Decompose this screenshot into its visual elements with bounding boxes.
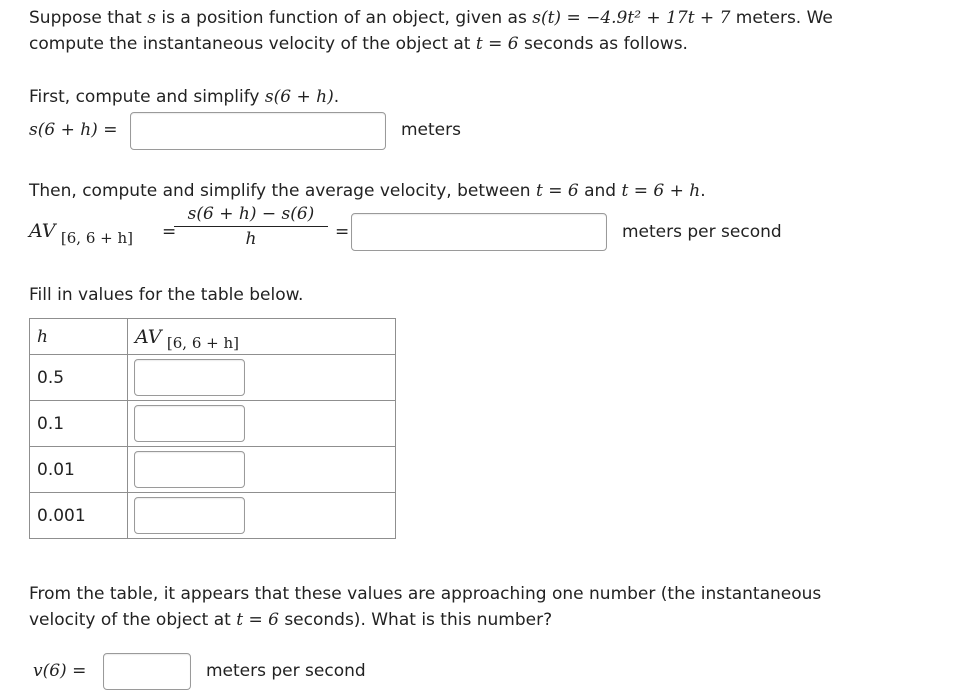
- av-cell: [128, 401, 396, 447]
- conclusion-line-1: From the table, it appears that these values are approaching one number (the instantaneous: [29, 584, 822, 604]
- h-value: 0.001: [37, 505, 86, 526]
- av-input-row-4[interactable]: [134, 497, 245, 534]
- conclusion-text: velocity of the object at: [29, 610, 237, 630]
- position-formula: s(t) = −4.9t² + 17t + 7: [532, 8, 731, 28]
- intro-line-1: [29, 5, 833, 31]
- difference-quotient: [174, 204, 328, 249]
- quotient-denominator: h: [245, 229, 257, 249]
- intro-line-2: [29, 31, 688, 57]
- h-cell: [30, 493, 128, 539]
- step1-prompt-end: .: [333, 87, 340, 107]
- table-row: [30, 447, 396, 493]
- step2-equals-2: =: [335, 222, 350, 242]
- table-row: [30, 493, 396, 539]
- v6-label: [33, 658, 86, 684]
- intro-text: meters. We: [730, 8, 833, 28]
- quotient-numerator: s(6 + h) − s(6): [174, 204, 328, 227]
- column-av-interval: [6, 6 + h]: [166, 333, 239, 352]
- h-cell: [30, 355, 128, 401]
- h-value: 0.5: [37, 367, 65, 388]
- values-table: [29, 318, 396, 539]
- intro-text: is a position function of an object, given as: [155, 8, 533, 28]
- conclusion-text: seconds). What is this number?: [278, 610, 553, 630]
- av-input-row-3[interactable]: [134, 451, 245, 488]
- intro-text: Suppose that: [29, 8, 148, 28]
- conclusion-line-2: [29, 607, 552, 633]
- step2-prompt-text: and: [578, 181, 622, 201]
- step2-math-t6h: t = 6 + h: [621, 181, 701, 201]
- step1-unit: meters: [401, 120, 461, 140]
- intro-time: t = 6: [475, 34, 519, 54]
- average-velocity-input[interactable]: [351, 213, 607, 251]
- step2-prompt: [29, 178, 706, 204]
- instantaneous-velocity-input[interactable]: [103, 653, 191, 690]
- table-row: [30, 401, 396, 447]
- step1-equals: =: [97, 120, 118, 140]
- column-h-label: h: [37, 326, 48, 347]
- h-cell: [30, 401, 128, 447]
- v6-math: v(6): [33, 661, 67, 681]
- conclusion-time: t = 6: [236, 610, 279, 630]
- intro-var-s: s: [147, 8, 156, 28]
- step1-prompt-text: First, compute and simplify: [29, 87, 265, 107]
- step2-math-t6: t = 6: [535, 181, 579, 201]
- v6-unit: meters per second: [206, 661, 366, 681]
- h-value: 0.01: [37, 459, 75, 480]
- table-header-row: [30, 319, 396, 355]
- table-prompt: Fill in values for the table below.: [29, 285, 304, 305]
- column-av-label: AV: [135, 325, 162, 348]
- table-row: [30, 355, 396, 401]
- step1-prompt-math: s(6 + h): [264, 87, 334, 107]
- av-cell: [128, 355, 396, 401]
- av-label: [29, 218, 133, 245]
- intro-text: seconds as follows.: [518, 34, 688, 54]
- h-cell: [30, 447, 128, 493]
- step2-equals-1: =: [162, 222, 177, 242]
- step1-label: [29, 117, 117, 143]
- av-symbol: AV: [29, 220, 56, 242]
- av-input-row-2[interactable]: [134, 405, 245, 442]
- intro-text: compute the instantaneous velocity of the object at: [29, 34, 476, 54]
- step2-prompt-end: .: [700, 181, 706, 201]
- av-cell: [128, 447, 396, 493]
- step1-prompt: [29, 84, 339, 110]
- step2-unit: meters per second: [622, 222, 782, 242]
- step2-prompt-text: Then, compute and simplify the average velocity, between: [29, 181, 536, 201]
- column-header-av: [128, 319, 396, 355]
- h-value: 0.1: [37, 413, 65, 434]
- av-cell: [128, 493, 396, 539]
- column-header-h: [30, 319, 128, 355]
- av-interval: [6, 6 + h]: [60, 229, 133, 247]
- s-of-6-plus-h-input[interactable]: [130, 112, 386, 150]
- v6-equals: =: [66, 661, 87, 681]
- step1-label-math: s(6 + h): [29, 120, 98, 140]
- av-input-row-1[interactable]: [134, 359, 245, 396]
